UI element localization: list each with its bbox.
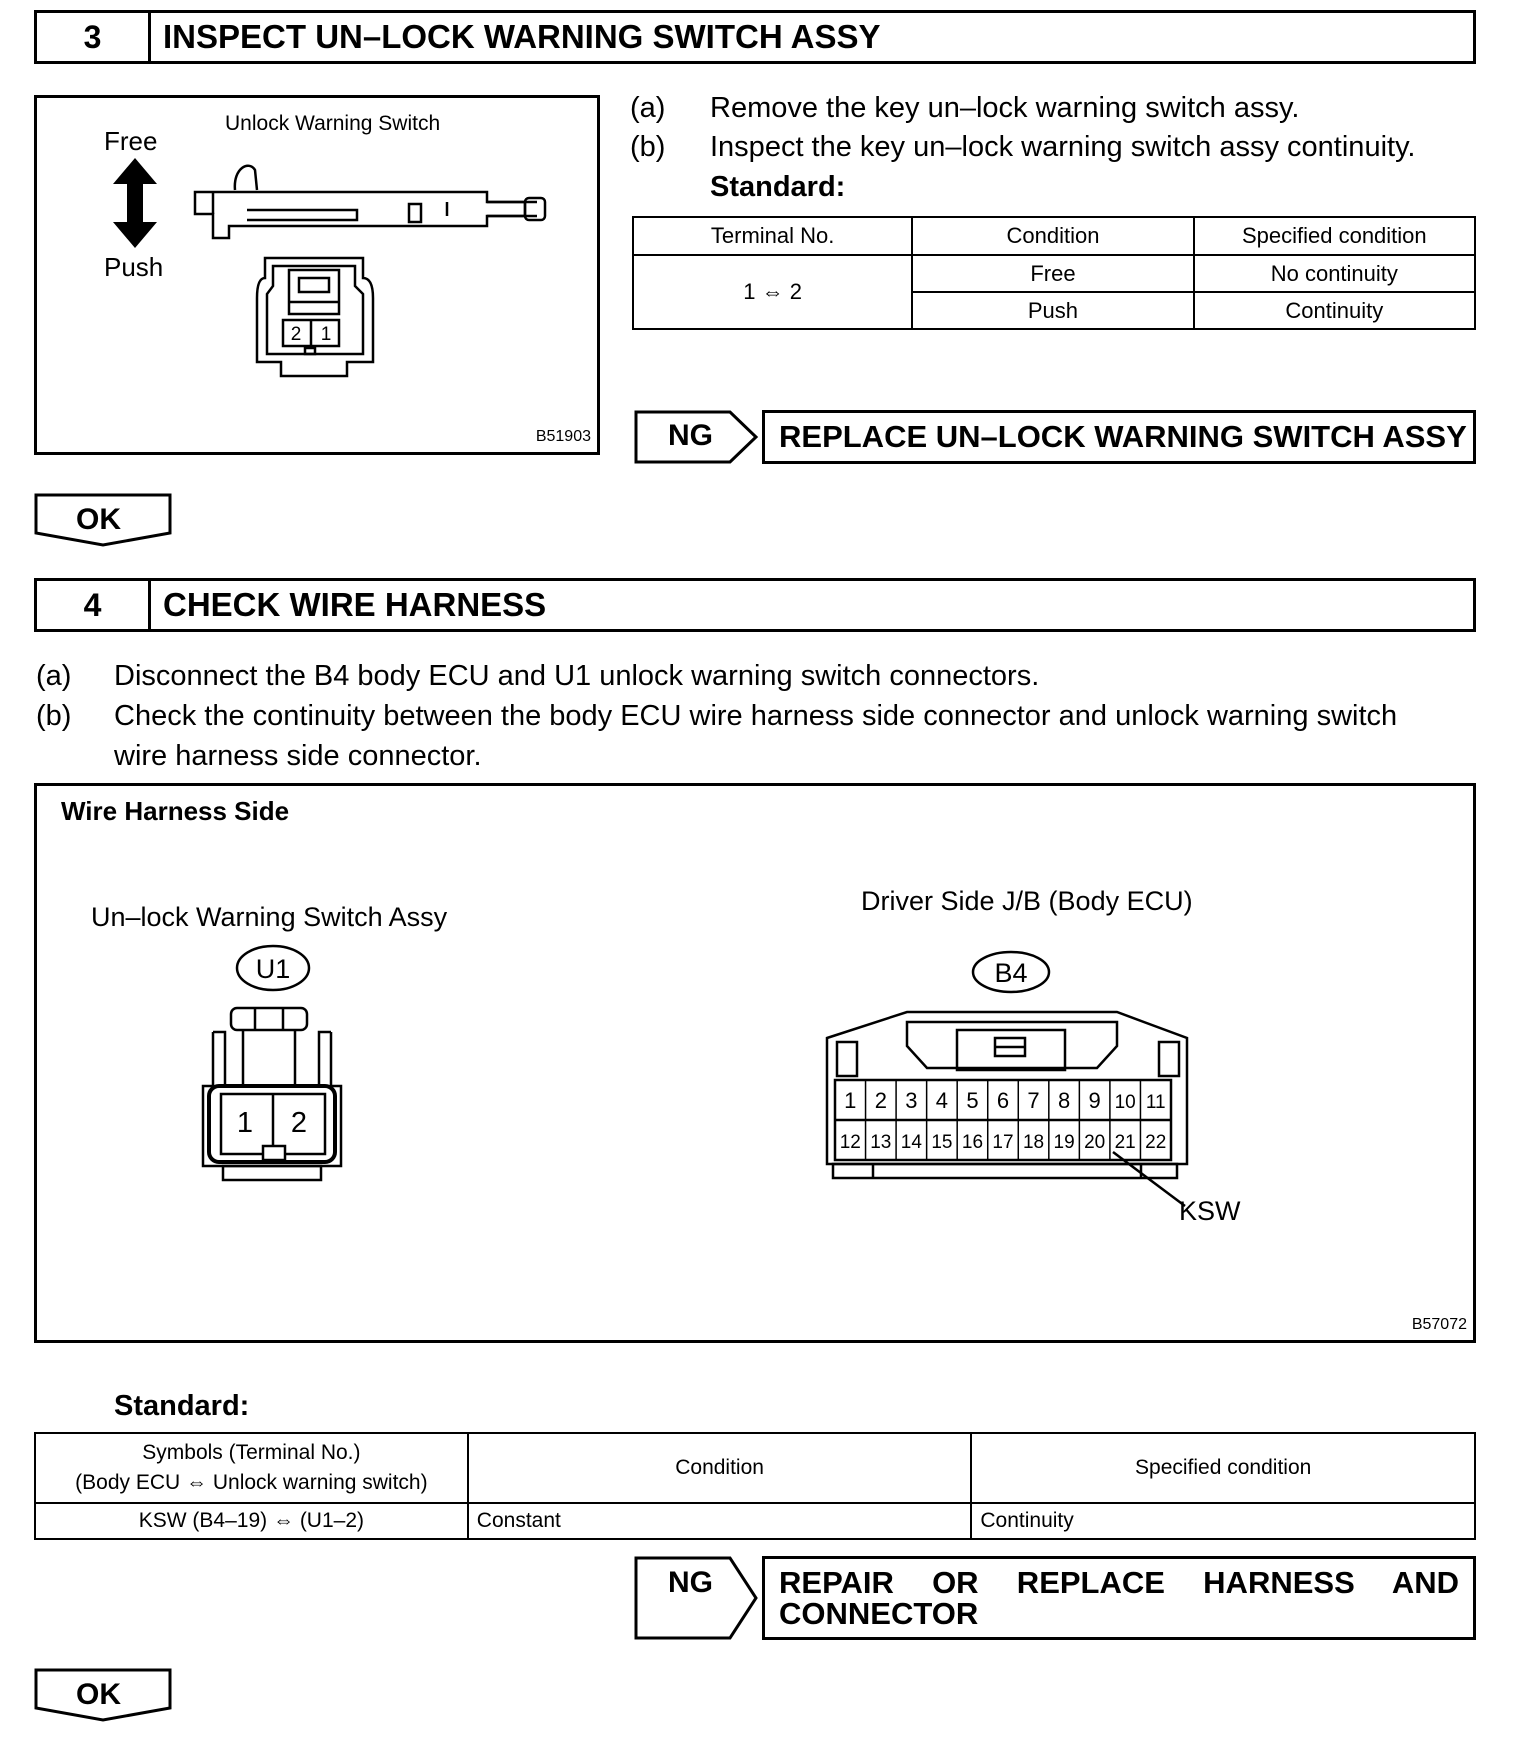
figure-id-b51903: B51903 — [535, 428, 591, 445]
b4-pin-20: 20 — [1084, 1132, 1106, 1153]
push-label: Push — [104, 252, 164, 282]
u1-connector — [203, 1008, 341, 1180]
step-4b-label: (b) — [36, 700, 72, 732]
row-spec: Continuity — [971, 1503, 1475, 1539]
section-4-number: 4 — [37, 581, 151, 629]
ok-label-4: OK — [76, 1678, 121, 1711]
step-4a-text: Disconnect the B4 body ECU and U1 unlock warning switch connectors. — [114, 660, 1040, 692]
b4-pin-2: 2 — [874, 1088, 887, 1113]
step-4b-text-cont: wire harness side connector. — [114, 740, 482, 772]
b4-pin-6: 6 — [996, 1088, 1010, 1113]
pin-1-label: 1 — [320, 324, 332, 345]
spec-free: No continuity — [1194, 255, 1475, 292]
b4-pin-12: 12 — [839, 1132, 861, 1153]
u1-pin-2: 2 — [290, 1107, 308, 1139]
switch-figure — [34, 95, 600, 455]
ng-action-4 — [762, 1556, 1476, 1640]
step-4a-label: (a) — [36, 660, 72, 692]
u1-pin-1: 1 — [236, 1107, 254, 1139]
harness-figure-title: Wire Harness Side — [61, 796, 290, 826]
switch-continuity-table — [632, 216, 1476, 330]
u1-code: U1 — [255, 954, 291, 984]
switch-connector-face — [257, 258, 373, 376]
step-3a — [630, 92, 665, 125]
section-3-number: 3 — [37, 13, 151, 61]
ng-action-4-line2: CONNECTOR — [779, 1596, 979, 1631]
section-4-title: CHECK WIRE HARNESS — [163, 586, 547, 623]
b4-name: Driver Side J/B (Body ECU) — [861, 886, 1193, 916]
step-3b-text: Inspect the key un–lock warning switch assy continuity. — [710, 131, 1416, 163]
col-header-condition: Condition — [912, 217, 1193, 255]
b4-pin-22: 22 — [1145, 1132, 1167, 1153]
section-4-header — [34, 578, 1476, 632]
col-header-symbols-line1: Symbols (Terminal No.) — [142, 1441, 361, 1464]
free-label: Free — [104, 126, 158, 156]
figure-id-b57072: B57072 — [1411, 1316, 1467, 1333]
b4-pin-19: 19 — [1053, 1132, 1075, 1153]
step-3b — [630, 131, 665, 164]
ok-label-3: OK — [76, 503, 121, 536]
ng-action-3 — [762, 410, 1476, 464]
b4-pin-16: 16 — [961, 1132, 984, 1153]
b4-pin-10: 10 — [1114, 1092, 1136, 1113]
col-header-spec-4: Specified condition — [971, 1433, 1475, 1503]
condition-push: Push — [912, 292, 1193, 329]
u1-name: Un–lock Warning Switch Assy — [91, 902, 448, 932]
ng-label-4: NG — [668, 1566, 713, 1599]
step-3a-label: (a) — [630, 92, 666, 124]
b4-code: B4 — [994, 958, 1028, 988]
b4-pin-14: 14 — [900, 1132, 922, 1153]
double-arrow-icon — [113, 158, 157, 248]
b4-pin-7: 7 — [1027, 1088, 1040, 1113]
ng-action-3-text: REPLACE UN–LOCK WARNING SWITCH ASSY — [779, 419, 1467, 454]
b4-pin-18: 18 — [1022, 1132, 1045, 1153]
condition-free: Free — [912, 255, 1193, 292]
b4-pin-15: 15 — [931, 1132, 953, 1153]
ksw-label: KSW — [1179, 1196, 1241, 1226]
switch-label: Unlock Warning Switch — [225, 112, 441, 135]
step-3a-text: Remove the key un–lock warning switch assy. — [710, 92, 1300, 124]
section-3-title: INSPECT UN–LOCK WARNING SWITCH ASSY — [163, 18, 881, 55]
step-4b-text: Check the continuity between the body ECU wire harness side connector and unlock warning switch — [114, 700, 1398, 732]
col-header-terminal: Terminal No. — [633, 217, 912, 255]
switch-side-view — [195, 166, 545, 238]
b4-pin-21: 21 — [1114, 1132, 1136, 1153]
section-3-header — [34, 10, 1476, 64]
col-header-symbols — [35, 1433, 468, 1503]
col-header-symbols-line2: (Body ECU ⇔ Unlock warning switch) — [75, 1471, 428, 1494]
ng-label-3: NG — [668, 419, 713, 452]
b4-pin-17: 17 — [992, 1132, 1014, 1153]
b4-pin-13: 13 — [870, 1132, 892, 1153]
harness-figure — [34, 783, 1476, 1343]
row-condition: Constant — [468, 1503, 972, 1539]
pin-2-label: 2 — [290, 324, 302, 345]
standard-label-3: Standard: — [710, 171, 846, 203]
ng-action-4-line1: REPAIR OR REPLACE HARNESS AND — [779, 1565, 1459, 1600]
spec-push: Continuity — [1194, 292, 1475, 329]
step-3b-label: (b) — [630, 131, 666, 163]
harness-continuity-table — [34, 1432, 1476, 1540]
b4-pin-1: 1 — [844, 1088, 857, 1113]
col-header-condition-4: Condition — [468, 1433, 972, 1503]
col-header-spec: Specified condition — [1194, 217, 1475, 255]
b4-pin-3: 3 — [905, 1088, 918, 1113]
row-symbol: KSW (B4–19) ⇔ (U1–2) — [35, 1503, 468, 1539]
harness-drawing — [37, 786, 1473, 1340]
standard-label-4: Standard: — [114, 1390, 250, 1422]
terminal-cell: 1 ⇔ 2 — [633, 255, 912, 329]
switch-drawing — [37, 98, 597, 452]
b4-pin-8: 8 — [1057, 1088, 1071, 1113]
b4-pin-11: 11 — [1145, 1092, 1166, 1113]
b4-pin-5: 5 — [966, 1088, 979, 1113]
b4-pin-4: 4 — [935, 1088, 949, 1113]
b4-pin-9: 9 — [1088, 1088, 1101, 1113]
